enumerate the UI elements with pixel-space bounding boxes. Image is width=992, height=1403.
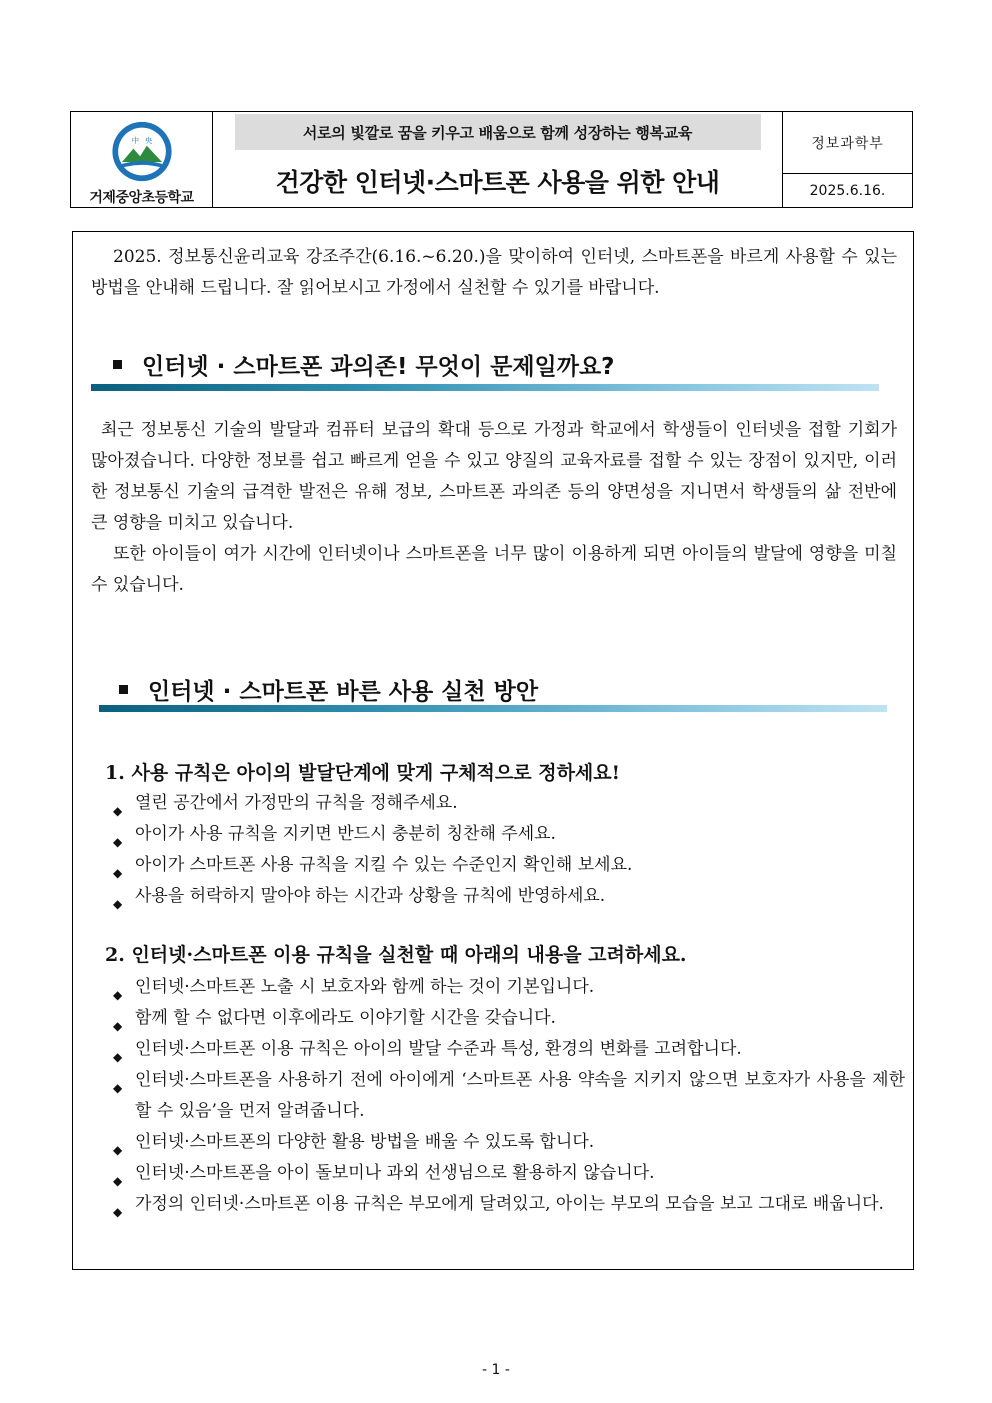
square-bullet-icon <box>113 360 122 369</box>
section-underline-bar <box>91 384 879 391</box>
header-center-cell <box>213 112 783 207</box>
list-item: ◆ 인터넷·스마트폰을 아이 돌보미나 과외 선생님으로 활용하지 않습니다. <box>113 1158 905 1189</box>
list-item: ◆ 열린 공간에서 가정만의 규칙을 정해주세요. <box>113 788 905 819</box>
diamond-bullet-icon: ◆ <box>113 866 123 880</box>
list-item: ◆ 사용을 허락하지 말아야 하는 시간과 상황을 규칙에 반영하세요. <box>113 881 905 912</box>
section-heading-text: 인터넷 · 스마트폰 과의존! 무엇이 문제일까요? <box>142 354 615 380</box>
svg-text:中: 中 <box>130 135 139 145</box>
list-item: ◆ 가정의 인터넷·스마트폰 이용 규칙은 부모에게 달려있고, 아이는 부모의 모습을 보고 그대로 배웁니다. <box>113 1189 905 1220</box>
section-heading-text: 인터넷 · 스마트폰 바른 사용 실천 방안 <box>148 679 539 705</box>
school-logo-cell <box>71 112 213 207</box>
document-date: 2025.6.16. <box>809 182 886 199</box>
diamond-bullet-icon: ◆ <box>113 897 123 911</box>
school-emblem-icon <box>109 120 175 183</box>
header-meta-cell <box>783 112 912 207</box>
section-heading-practice <box>119 673 538 706</box>
diamond-bullet-icon: ◆ <box>113 1205 123 1219</box>
content-box <box>72 231 914 1270</box>
intro-paragraph: 2025. 정보통신윤리교육 강조주간(6.16.~6.20.)을 맞이하여 인터넷, 스마트폰을 바르게 사용할 수 있는 방법을 안내해 드립니다. 잘 읽어보시고 가정에서 실천할 수 있기를 바랍니다. <box>91 247 897 298</box>
school-slogan: 서로의 빛깔로 꿈을 키우고 배움으로 함께 성장하는 행복교육 <box>235 114 761 150</box>
diamond-bullet-icon: ◆ <box>113 988 123 1002</box>
rule-heading-2: 2. 인터넷·스마트폰 이용 규칙을 실천할 때 아래의 내용을 고려하세요. <box>105 944 687 966</box>
rule-list-1 <box>113 788 905 912</box>
section-heading-problem <box>113 348 615 381</box>
rule-heading-1: 1. 사용 규칙은 아이의 발달단계에 맞게 구체적으로 정하세요! <box>105 762 620 784</box>
diamond-bullet-icon: ◆ <box>113 1143 123 1157</box>
list-item: ◆ 함께 할 수 없다면 이후에라도 이야기할 시간을 갖습니다. <box>113 1003 905 1034</box>
diamond-bullet-icon: ◆ <box>113 804 123 818</box>
school-name: 거제중앙초등학교 <box>89 190 194 206</box>
diamond-bullet-icon: ◆ <box>113 1019 123 1033</box>
problem-paragraph-1: 최근 정보통신 기술의 발달과 컴퓨터 보급의 확대 등으로 가정과 학교에서 학생들이 인터넷을 접할 기회가 많아졌습니다. 다양한 정보를 쉽고 빠르게 얻을 수 있고 양질의 교육자료를 접할 수 있는 장점이 있지만, 이러한 정보통신 기술의 급격한 발전은 유해 정보, 스마트폰 과의존 등의 양면성을 지니면서 학생들의 삶 전반에 큰 영향을 미치고 있습니다. <box>91 420 897 533</box>
list-item: ◆ 아이가 스마트폰 사용 규칙을 지킬 수 있는 수준인지 확인해 보세요. <box>113 850 905 881</box>
list-item: ◆ 인터넷·스마트폰의 다양한 활용 방법을 배울 수 있도록 합니다. <box>113 1127 905 1158</box>
department-label: 정보과학부 <box>783 112 912 174</box>
document-header <box>70 111 913 208</box>
square-bullet-icon <box>119 685 128 694</box>
diamond-bullet-icon: ◆ <box>113 835 123 849</box>
diamond-bullet-icon: ◆ <box>113 1050 123 1064</box>
list-item: ◆ 인터넷·스마트폰 이용 규칙은 아이의 발달 수준과 특성, 환경의 변화를 고려합니다. <box>113 1034 905 1065</box>
diamond-bullet-icon: ◆ <box>113 1081 123 1095</box>
diamond-bullet-icon: ◆ <box>113 1174 123 1188</box>
document-title: 건강한 인터넷·스마트폰 사용을 위한 안내 <box>275 168 720 197</box>
list-item: ◆ 인터넷·스마트폰을 사용하기 전에 아이에게 ‘스마트폰 사용 약속을 지키지 않으면 보호자가 사용을 제한할 수 있음’을 먼저 알려줍니다. <box>113 1070 905 1121</box>
list-item: ◆ 인터넷·스마트폰 노출 시 보호자와 함께 하는 것이 기본입니다. <box>113 972 905 1003</box>
svg-text:央: 央 <box>144 135 153 145</box>
rule-list-2 <box>113 972 905 1220</box>
list-item: ◆ 아이가 사용 규칙을 지키면 반드시 충분히 칭찬해 주세요. <box>113 819 905 850</box>
section-underline-bar <box>99 705 887 712</box>
page-number: - 1 - <box>482 1362 510 1378</box>
problem-paragraph-2: 또한 아이들이 여가 시간에 인터넷이나 스마트폰을 너무 많이 이용하게 되면 아이들의 발달에 영향을 미칠 수 있습니다. <box>91 544 897 595</box>
